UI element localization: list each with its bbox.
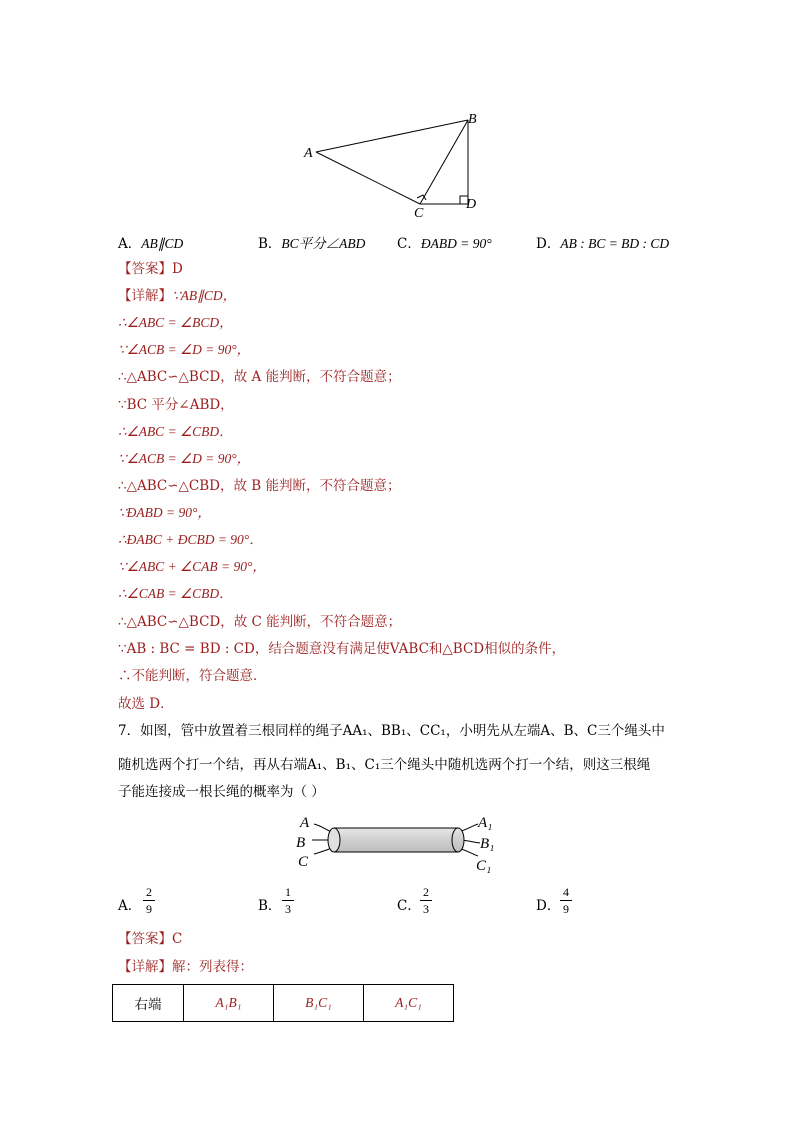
q7-option-a-fraction: [143, 886, 155, 915]
q6-option-b: B．BC平分∠ABD: [258, 236, 366, 252]
q7-option-d-fraction: [560, 886, 572, 915]
q7-option-d-num: 4: [563, 885, 569, 899]
q7-stem-line-1: 随机选两个打一个结，再从右端A₁、B₁、C₁三个绳头中随机选两个打一个结，则这三根绳: [118, 757, 651, 773]
table-header-a1c1: A₁C₁: [364, 985, 454, 1022]
label-B: B: [468, 112, 477, 127]
table-header-right-end: 右端: [113, 985, 184, 1022]
q6-answer: 【答案】D: [118, 261, 183, 277]
table-header-b1c1: B₁C₁: [274, 985, 364, 1022]
q7-option-c-key: C．: [397, 898, 421, 914]
q6-option-c: C．ÐABD = 90°: [397, 236, 492, 252]
q7-option-b-num: 1: [285, 885, 291, 899]
q6-detail-line-5: ∴∠ABC = ∠CBD．: [118, 424, 233, 439]
q6-option-d: D．AB : BC = BD : CD: [536, 236, 670, 252]
q7-option-a-key: A．: [118, 898, 142, 914]
q6-detail-line-6: ∵∠ACB = ∠D = 90°，: [118, 451, 251, 466]
label-D: D: [466, 197, 477, 212]
q6-detail-line-0: 【详解】∵AB∥CD，: [118, 288, 237, 304]
q7-detail: 【详解】解：列表得：: [118, 959, 253, 975]
q6-detail-line-15: 故选 D．: [118, 696, 174, 712]
table-row: [113, 985, 454, 1022]
q7-answer: 【答案】C: [118, 931, 183, 947]
q7-option-c-num: 2: [423, 885, 429, 899]
q7-stem-line-0: 7．如图，管中放置着三根同样的绳子AA₁、BB₁、CC₁，小明先从左端A、B、C三个绳头中: [118, 723, 665, 739]
q7-option-b-key: B．: [258, 898, 282, 914]
q6-detail-line-9: ∴ÐABC + ÐCBD = 90°．: [118, 532, 263, 547]
q7-stem-line-2: 子能连接成一根长绳的概率为（ ）: [118, 784, 325, 800]
q7-option-d-den: 9: [563, 902, 569, 916]
q6-detail-line-10: ∵∠ABC + ∠CAB = 90°，: [118, 559, 266, 574]
tube-label-B: B: [296, 835, 306, 851]
label-A: A: [304, 146, 313, 161]
tube-label-C: C: [298, 854, 309, 870]
q7-option-b-fraction: [282, 886, 294, 915]
tube-label-C1: C₁: [476, 858, 492, 874]
q7-option-b-den: 3: [285, 902, 291, 916]
table-header-a1b1: A₁B₁: [184, 985, 274, 1022]
q6-option-a: A．AB∥CD: [118, 236, 184, 252]
q6-detail-line-8: ∵ÐABD = 90°，: [118, 505, 211, 520]
q7-option-a-den: 9: [146, 902, 152, 916]
q7-option-a-num: 2: [146, 885, 152, 899]
q7-option-d-key: D．: [536, 898, 561, 914]
q6-detail-line-3: ∴△ABC∽△BCD，故 A 能判断，不符合题意；: [118, 369, 401, 385]
q6-detail-line-11: ∴∠CAB = ∠CBD．: [118, 586, 233, 601]
q6-detail-line-14: ∴不能判断，符合题意．: [118, 668, 267, 684]
triangle-figure: [296, 104, 492, 224]
q7-option-c-den: 3: [423, 902, 429, 916]
rope-tube-figure: [292, 810, 502, 876]
q6-detail-line-2: ∵∠ACB = ∠D = 90°，: [118, 342, 251, 357]
q6-detail-line-1: ∴∠ABC = ∠BCD，: [118, 315, 233, 330]
tube-label-A1: A₁: [478, 815, 493, 831]
tube-label-B1: B₁: [480, 836, 495, 852]
q7-table: [112, 984, 454, 1022]
q6-detail-line-4: ∵BC 平分∠ABD，: [118, 397, 234, 413]
q6-detail-line-12: ∴△ABC∽△BCD，故 C 能判断，不符合题意；: [118, 614, 402, 630]
label-C: C: [414, 206, 424, 221]
tube-label-A: A: [300, 815, 310, 831]
q6-detail-line-7: ∴△ABC∽△CBD，故 B 能判断，不符合题意；: [118, 478, 401, 494]
q7-option-c-fraction: [420, 886, 432, 915]
q6-detail-line-13: ∵AB : BC = BD : CD，结合题意没有满足使VABC和△BCD相似的条件，: [118, 641, 566, 657]
